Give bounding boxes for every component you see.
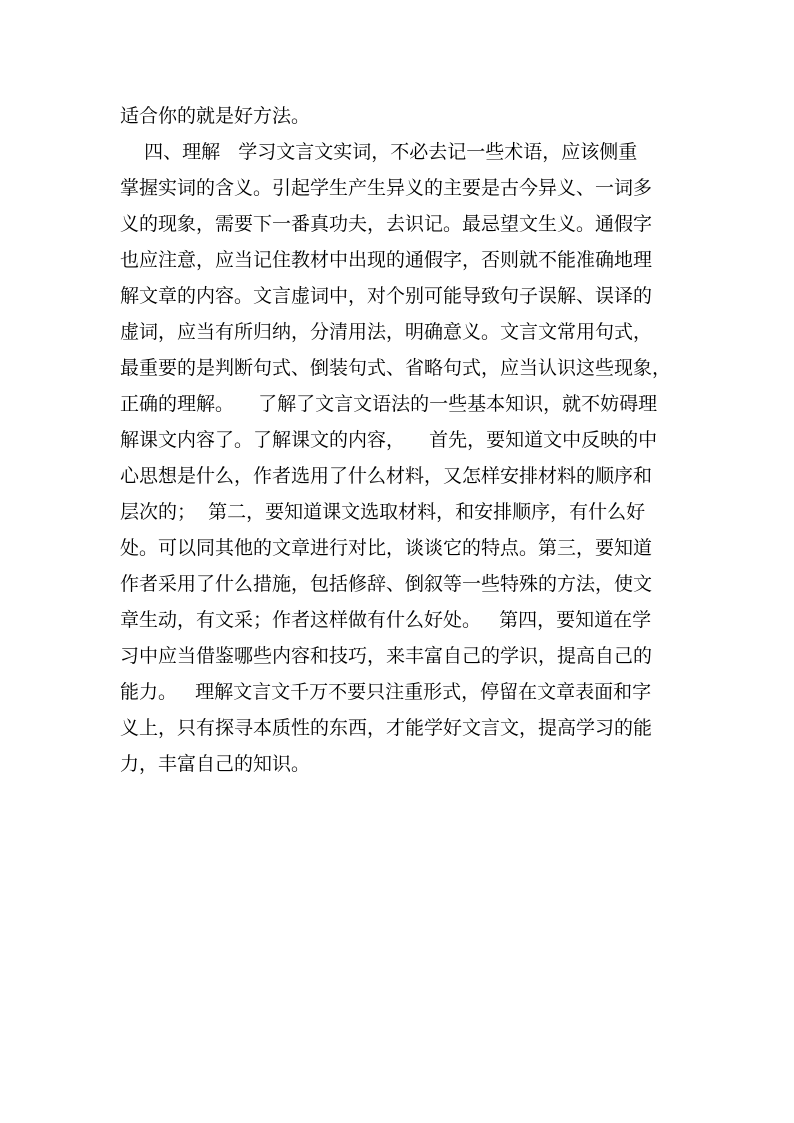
text-line: 也应注意，应当记住教材中出现的通假字，否则就不能准确地理 <box>120 249 653 271</box>
text-line: 正确的理解。 了解了文言文语法的一些基本知识，就不妨碍理 <box>120 393 658 415</box>
text-line: 层次的； 第二，要知道课文选取材料，和安排顺序，有什么好 <box>120 501 646 523</box>
text-line: 章生动，有文采；作者这样做有什么好处。 第四，要知道在学 <box>120 609 652 631</box>
text-line: 义上，只有探寻本质性的东西，才能学好文言文，提高学习的能 <box>120 717 653 739</box>
text-line: 解文章的内容。文言虚词中，对个别可能导致句子误解、误译的 <box>120 285 653 307</box>
text-line: 解课文内容了。了解课文的内容， 首先，要知道文中反映的中 <box>120 429 658 451</box>
text-line: 处。可以同其他的文章进行对比，谈谈它的特点。第三，要知道 <box>120 537 653 559</box>
text-line: 义的现象，需要下一番真功夫，去识记。最忌望文生义。通假字 <box>120 213 653 235</box>
text-line: 适合你的就是好方法。 <box>120 105 311 127</box>
text-line: 力，丰富自己的知识。 <box>120 753 311 775</box>
text-line: 四、理解 学习文言文实词，不必去记一些术语，应该侧重 <box>120 141 638 163</box>
text-line: 虚词，应当有所归纳，分清用法，明确意义。文言文常用句式， <box>120 321 653 343</box>
body-paragraph <box>120 98 690 782</box>
text-line: 心思想是什么，作者选用了什么材料，又怎样安排材料的顺序和 <box>120 465 653 487</box>
text-line: 作者采用了什么措施，包括修辞、倒叙等一些特殊的方法，使文 <box>120 573 653 595</box>
text-line: 能力。 理解文言文千万不要只注重形式，停留在文章表面和字 <box>120 681 652 703</box>
text-line: 最重要的是判断句式、倒装句式、省略句式，应当认识这些现象， <box>120 357 672 379</box>
text-line: 习中应当借鉴哪些内容和技巧，来丰富自己的学识，提高自己的 <box>120 645 653 667</box>
text-line: 掌握实词的含义。引起学生产生异义的主要是古今异义、一词多 <box>120 177 653 199</box>
